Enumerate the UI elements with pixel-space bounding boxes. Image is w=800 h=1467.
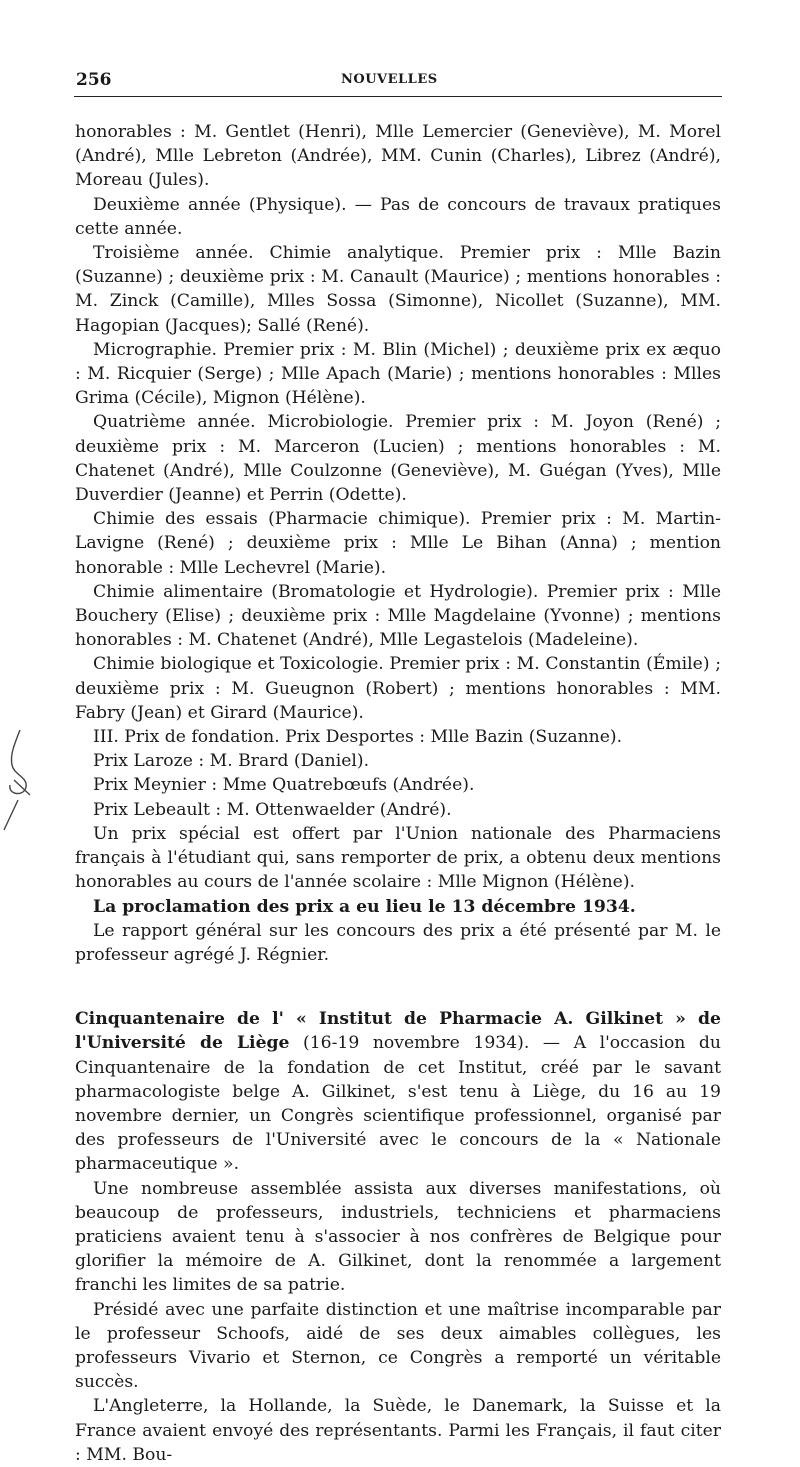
paragraph-cinquantenaire-text: (16-19 novembre 1934). — A l'occasion du Cinquantenaire de la fondation de cet Institut, créé par le savant pharmacologiste belge A. Gilkinet, s'est tenu à Liège, du 16 au 19 novembre dernier, un Congrès scientifique professionnel, organisé par des professeurs de l'Université avec le concours de la « Nationale pharmaceutique ».: [75, 1033, 721, 1175]
document-body: [75, 120, 721, 1467]
paragraph-cinquantenaire: [75, 1007, 721, 1176]
paragraph-prix-lebeault: Prix Lebeault : M. Ottenwaelder (André).: [93, 799, 452, 820]
paragraph-deuxieme-annee: Deuxième année (Physique). — Pas de concours de travaux pratiques cette année.: [75, 194, 721, 239]
paragraph-chimie-essais: Chimie des essais (Pharmacie chimique). Premier prix : M. Martin-Lavigne (René) ; deuxième prix : Mlle Le Bihan (Anna) ; mention honorable : Mlle Lechevrel (Marie).: [75, 509, 721, 578]
handwritten-margin-mark: [0, 725, 40, 835]
paragraph-prix-fondation: III. Prix de fondation. Prix Desportes : Mlle Bazin (Suzanne).: [93, 727, 623, 748]
paragraph-rapport: Le rapport général sur les concours des prix a été présenté par M. le professeur agrégé J. Régnier.: [75, 920, 721, 965]
running-head: NOUVELLES: [341, 72, 438, 87]
paragraph-proclamation: La proclamation des prix a eu lieu le 13 décembre 1934.: [93, 896, 636, 917]
paragraph-assemblee: Une nombreuse assemblée assista aux diverses manifestations, où beaucoup de professeurs, industriels, techniciens et pharmaciens praticiens avaient tenu à s'associer à nos confrères de Belgique pour glorifier la mémoire de A. Gilkinet, dont la renommée a largement franchi les limites de sa patrie.: [75, 1178, 721, 1296]
page-number: 256: [76, 70, 112, 90]
header-rule: [74, 96, 722, 97]
paragraph-prix-laroze: Prix Laroze : M. Brard (Daniel).: [93, 751, 370, 772]
paragraph-chimie-biologique: Chimie biologique et Toxicologie. Premier prix : M. Constantin (Émile) ; deuxième prix : M. Gueugnon (Robert) ; mentions honorables : MM. Fabry (Jean) et Girard (Maurice).: [75, 654, 721, 723]
paragraph-prix-special: Un prix spécial est offert par l'Union nationale des Pharmaciens français à l'étudiant qui, sans remporter de prix, a obtenu deux mentions honorables au cours de l'année scolaire : Mlle Mignon (Hélène).: [75, 823, 721, 893]
paragraph-chimie-alimentaire: Chimie alimentaire (Bromatologie et Hydrologie). Premier prix : Mlle Bouchery (Elise) ; deuxième prix : Mlle Magdelaine (Yvonne) ; mentions honorables : M. Chatenet (André), Mlle Legastelois (Madeleine).: [75, 581, 721, 651]
paragraph-representants: L'Angleterre, la Hollande, la Suède, le Danemark, la Suisse et la France avaient envoyé des représentants. Parmi les Français, il faut citer : MM. Bou-: [75, 1396, 721, 1465]
paragraph-preside: Présidé avec une parfaite distinction et une maîtrise incomparable par le professeur Schoofs, aidé de ses deux aimables collègues, les professeurs Vivario et Sternon, ce Congrès a remporté un véritable succès.: [75, 1299, 721, 1393]
section-gap: [75, 967, 721, 1007]
paragraph-micrographie: Micrographie. Premier prix : M. Blin (Michel) ; deuxième prix ex æquo : M. Ricquier (Serge) ; Mlle Apach (Marie) ; mentions honorables : Mlles Grima (Cécile), Mignon (Hélène).: [75, 339, 721, 409]
paragraph-honorables: honorables : M. Gentlet (Henri), Mlle Lemercier (Geneviève), M. Morel (André), Mlle Lebreton (Andrée), MM. Cunin (Charles), Librez (André), Moreau (Jules).: [75, 122, 721, 191]
section-heading: Cinquantenaire de l' « Institut de Pharmacie A. Gilkinet » de l'Université de Liège: [75, 1009, 721, 1054]
paragraph-troisieme-annee: Troisième année. Chimie analytique. Premier prix : Mlle Bazin (Suzanne) ; deuxième prix : M. Canault (Maurice) ; mentions honorables : M. Zinck (Camille), Mlles Sossa (Simonne), Nicollet (Suzanne), MM. Hagopian (Jacques); Sallé (René).: [75, 243, 721, 336]
paragraph-quatrieme-annee: Quatrième année. Microbiologie. Premier prix : M. Joyon (René) ; deuxième prix : M. Marceron (Lucien) ; mentions honorables : M. Chatenet (André), Mlle Coulzonne (Geneviève), M. Guégan (Yves), Mlle Duverdier (Jeanne) et Perrin (Odette).: [75, 412, 721, 506]
paragraph-prix-meynier: Prix Meynier : Mme Quatrebœufs (Andrée).: [93, 775, 475, 796]
